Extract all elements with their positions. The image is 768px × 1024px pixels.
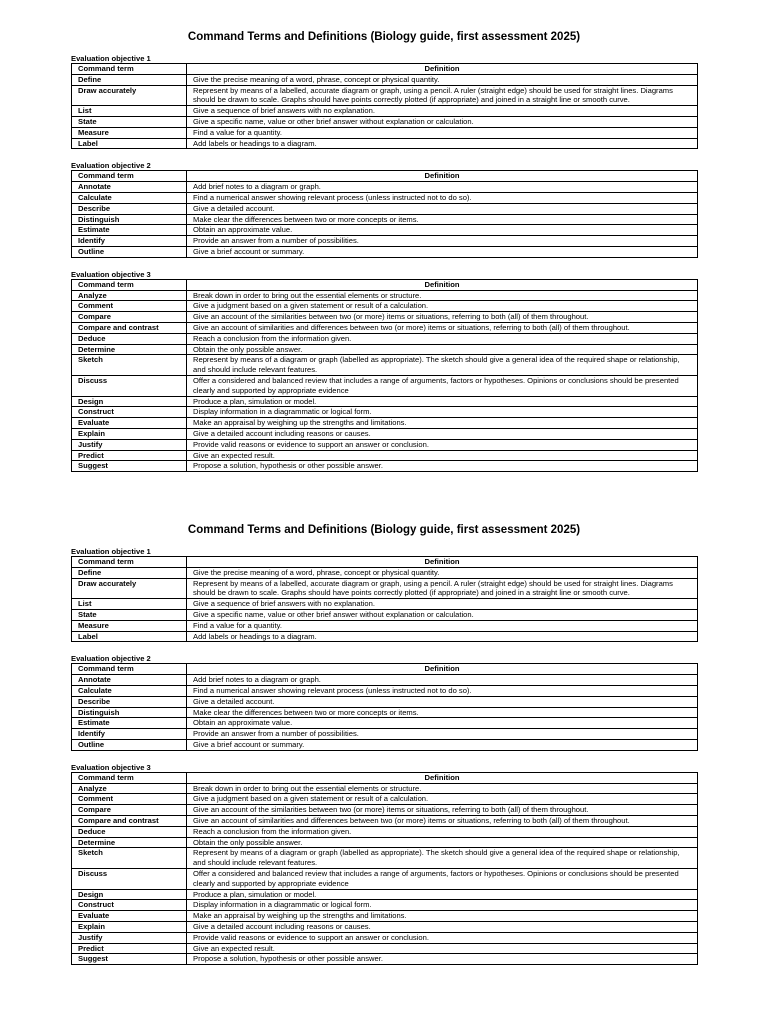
definition-cell: Give a detailed account including reasons or causes. bbox=[187, 428, 698, 439]
command-term-cell: Comment bbox=[72, 301, 187, 312]
definition-cell: Add labels or headings to a diagram. bbox=[187, 631, 698, 642]
table-header-row bbox=[72, 64, 698, 75]
command-term-cell: State bbox=[72, 116, 187, 127]
command-term-cell: Calculate bbox=[72, 685, 187, 696]
column-header-term: Command term bbox=[72, 171, 187, 182]
command-term-cell: Compare bbox=[72, 312, 187, 323]
command-term-cell: Distinguish bbox=[72, 214, 187, 225]
table-row bbox=[72, 461, 698, 472]
table-row bbox=[72, 675, 698, 686]
table-header-row bbox=[72, 171, 698, 182]
objective-label: Evaluation objective 2 bbox=[71, 161, 151, 171]
command-term-cell: Deduce bbox=[72, 826, 187, 837]
table-row bbox=[72, 837, 698, 848]
definition-cell: Add brief notes to a diagram or graph. bbox=[187, 675, 698, 686]
definition-cell: Give an account of the similarities between two (or more) items or situations, referring to both (all) of them throughout. bbox=[187, 312, 698, 323]
definition-cell: Produce a plan, simulation or model. bbox=[187, 889, 698, 900]
definition-cell: Give a brief account or summary. bbox=[187, 739, 698, 750]
command-term-cell: Justify bbox=[72, 439, 187, 450]
table-row bbox=[72, 739, 698, 750]
objective-section bbox=[71, 763, 697, 965]
table-row bbox=[72, 301, 698, 312]
definition-cell: Give an expected result. bbox=[187, 450, 698, 461]
table-header-row bbox=[72, 772, 698, 783]
command-term-cell: Construct bbox=[72, 900, 187, 911]
command-term-cell: Predict bbox=[72, 450, 187, 461]
table-row bbox=[72, 826, 698, 837]
command-term-cell: Deduce bbox=[72, 333, 187, 344]
table-row bbox=[72, 631, 698, 642]
table-row bbox=[72, 685, 698, 696]
table-row bbox=[72, 848, 698, 869]
definition-cell: Make an appraisal by weighing up the strengths and limitations. bbox=[187, 418, 698, 429]
table-header-row bbox=[72, 279, 698, 290]
table-row bbox=[72, 889, 698, 900]
table-header-row bbox=[72, 664, 698, 675]
definition-cell: Give the precise meaning of a word, phrase, concept or physical quantity. bbox=[187, 567, 698, 578]
definition-cell: Break down in order to bring out the essential elements or structure. bbox=[187, 290, 698, 301]
table-row bbox=[72, 138, 698, 149]
table-row bbox=[72, 322, 698, 333]
definition-cell: Provide valid reasons or evidence to support an answer or conclusion. bbox=[187, 932, 698, 943]
command-term-cell: Define bbox=[72, 74, 187, 85]
document-copy-2 bbox=[71, 523, 697, 977]
column-header-definition: Definition bbox=[187, 64, 698, 75]
table-row bbox=[72, 567, 698, 578]
command-terms-table bbox=[71, 63, 698, 149]
definition-cell: Give the precise meaning of a word, phrase, concept or physical quantity. bbox=[187, 74, 698, 85]
command-term-cell: Outline bbox=[72, 739, 187, 750]
definition-cell: Obtain an approximate value. bbox=[187, 718, 698, 729]
table-row bbox=[72, 815, 698, 826]
command-term-cell: Explain bbox=[72, 428, 187, 439]
command-term-cell: Evaluate bbox=[72, 911, 187, 922]
definition-cell: Reach a conclusion from the information given. bbox=[187, 826, 698, 837]
command-term-cell: Measure bbox=[72, 127, 187, 138]
command-term-cell: Identify bbox=[72, 236, 187, 247]
definition-cell: Give a detailed account including reasons or causes. bbox=[187, 921, 698, 932]
command-term-cell: Measure bbox=[72, 620, 187, 631]
command-term-cell: Justify bbox=[72, 932, 187, 943]
command-term-cell: Comment bbox=[72, 794, 187, 805]
column-header-term: Command term bbox=[72, 772, 187, 783]
table-row bbox=[72, 921, 698, 932]
table-row bbox=[72, 225, 698, 236]
definition-cell: Represent by means of a diagram or graph (labelled as appropriate). The sketch should give a general idea of the required shape or relationship, and should include relevant features. bbox=[187, 848, 698, 869]
command-term-cell: State bbox=[72, 609, 187, 620]
table-row bbox=[72, 729, 698, 740]
definition-cell: Give a sequence of brief answers with no explanation. bbox=[187, 106, 698, 117]
table-row bbox=[72, 696, 698, 707]
command-terms-table bbox=[71, 772, 698, 965]
command-term-cell: Distinguish bbox=[72, 707, 187, 718]
table-row bbox=[72, 375, 698, 396]
definition-cell: Propose a solution, hypothesis or other possible answer. bbox=[187, 461, 698, 472]
table-row bbox=[72, 707, 698, 718]
command-term-cell: Identify bbox=[72, 729, 187, 740]
table-row bbox=[72, 192, 698, 203]
command-term-cell: Suggest bbox=[72, 461, 187, 472]
command-term-cell: Label bbox=[72, 138, 187, 149]
table-row bbox=[72, 344, 698, 355]
definition-cell: Give a judgment based on a given statement or result of a calculation. bbox=[187, 794, 698, 805]
definition-cell: Offer a considered and balanced review that includes a range of arguments, factors or hypotheses. Opinions or conclusions should be presented clearly and supported by appropriate evidence bbox=[187, 868, 698, 889]
table-row bbox=[72, 236, 698, 247]
command-terms-table bbox=[71, 663, 698, 750]
objective-label: Evaluation objective 1 bbox=[71, 54, 151, 63]
table-row bbox=[72, 355, 698, 376]
table-row bbox=[72, 203, 698, 214]
command-terms-table bbox=[71, 556, 698, 642]
command-terms-table bbox=[71, 279, 698, 472]
table-row bbox=[72, 246, 698, 257]
definition-cell: Represent by means of a labelled, accurate diagram or graph, using a pencil. A ruler (straight edge) should be used for straight lines. Diagrams should be drawn to scale. Graphs should have points correctly plotted (if appropriate) and joined in a straight line or smooth curve. bbox=[187, 85, 698, 106]
table-row bbox=[72, 718, 698, 729]
definition-cell: Represent by means of a labelled, accurate diagram or graph, using a pencil. A ruler (straight edge) should be used for straight lines. Diagrams should be drawn to scale. Graphs should have points correctly plotted (if appropriate) and joined in a straight line or smooth curve. bbox=[187, 578, 698, 599]
table-row bbox=[72, 868, 698, 889]
table-row bbox=[72, 106, 698, 117]
command-term-cell: Compare and contrast bbox=[72, 815, 187, 826]
objective-sections bbox=[71, 54, 697, 472]
document-title: Command Terms and Definitions (Biology guide, first assessment 2025) bbox=[187, 524, 581, 536]
column-header-term: Command term bbox=[72, 664, 187, 675]
table-row bbox=[72, 407, 698, 418]
definition-cell: Give a brief account or summary. bbox=[187, 246, 698, 257]
definition-cell: Find a value for a quantity. bbox=[187, 127, 698, 138]
command-term-cell: Design bbox=[72, 396, 187, 407]
command-term-cell: Determine bbox=[72, 344, 187, 355]
command-term-cell: Analyze bbox=[72, 290, 187, 301]
column-header-term: Command term bbox=[72, 64, 187, 75]
command-term-cell: Sketch bbox=[72, 848, 187, 869]
definition-cell: Obtain an approximate value. bbox=[187, 225, 698, 236]
definition-cell: Provide an answer from a number of possibilities. bbox=[187, 729, 698, 740]
table-row bbox=[72, 214, 698, 225]
objective-section bbox=[71, 54, 697, 149]
objective-label: Evaluation objective 1 bbox=[71, 547, 151, 556]
definition-cell: Find a value for a quantity. bbox=[187, 620, 698, 631]
command-term-cell: Draw accurately bbox=[72, 578, 187, 599]
definition-cell: Give a judgment based on a given statement or result of a calculation. bbox=[187, 301, 698, 312]
command-term-cell: Explain bbox=[72, 921, 187, 932]
table-row bbox=[72, 85, 698, 106]
objective-section bbox=[71, 161, 697, 257]
definition-cell: Make clear the differences between two or more concepts or items. bbox=[187, 707, 698, 718]
objective-label: Evaluation objective 3 bbox=[71, 762, 151, 772]
table-row bbox=[72, 127, 698, 138]
definition-cell: Break down in order to bring out the essential elements or structure. bbox=[187, 783, 698, 794]
column-header-definition: Definition bbox=[187, 557, 698, 568]
objective-label: Evaluation objective 2 bbox=[71, 654, 151, 664]
definition-cell: Give a detailed account. bbox=[187, 696, 698, 707]
definition-cell: Give an expected result. bbox=[187, 943, 698, 954]
definition-cell: Produce a plan, simulation or model. bbox=[187, 396, 698, 407]
command-term-cell: Describe bbox=[72, 696, 187, 707]
table-row bbox=[72, 439, 698, 450]
command-term-cell: Sketch bbox=[72, 355, 187, 376]
definition-cell: Make an appraisal by weighing up the strengths and limitations. bbox=[187, 911, 698, 922]
table-header-row bbox=[72, 557, 698, 568]
table-row bbox=[72, 911, 698, 922]
table-row bbox=[72, 312, 698, 323]
table-row bbox=[72, 805, 698, 816]
definition-cell: Give a specific name, value or other brief answer without explanation or calculation. bbox=[187, 609, 698, 620]
definition-cell: Give an account of the similarities between two (or more) items or situations, referring to both (all) of them throughout. bbox=[187, 805, 698, 816]
command-term-cell: Design bbox=[72, 889, 187, 900]
definition-cell: Reach a conclusion from the information given. bbox=[187, 333, 698, 344]
command-term-cell: Define bbox=[72, 567, 187, 578]
table-row bbox=[72, 794, 698, 805]
command-term-cell: Evaluate bbox=[72, 418, 187, 429]
column-header-definition: Definition bbox=[187, 772, 698, 783]
objective-section bbox=[71, 654, 697, 750]
command-term-cell: Construct bbox=[72, 407, 187, 418]
table-row bbox=[72, 116, 698, 127]
column-header-term: Command term bbox=[72, 557, 187, 568]
definition-cell: Add labels or headings to a diagram. bbox=[187, 138, 698, 149]
definition-cell: Provide an answer from a number of possibilities. bbox=[187, 236, 698, 247]
definition-cell: Obtain the only possible answer. bbox=[187, 344, 698, 355]
objective-label: Evaluation objective 3 bbox=[71, 269, 151, 279]
definition-cell: Provide valid reasons or evidence to support an answer or conclusion. bbox=[187, 439, 698, 450]
command-term-cell: Calculate bbox=[72, 192, 187, 203]
command-term-cell: Predict bbox=[72, 943, 187, 954]
command-terms-table bbox=[71, 170, 698, 257]
definition-cell: Represent by means of a diagram or graph (labelled as appropriate). The sketch should give a general idea of the required shape or relationship, and should include relevant features. bbox=[187, 355, 698, 376]
command-term-cell: Annotate bbox=[72, 182, 187, 193]
definition-cell: Give an account of similarities and differences between two (or more) items or situations, referring to both (all) of them throughout. bbox=[187, 322, 698, 333]
command-term-cell: Estimate bbox=[72, 225, 187, 236]
objective-section bbox=[71, 547, 697, 642]
table-row bbox=[72, 609, 698, 620]
command-term-cell: Determine bbox=[72, 837, 187, 848]
table-row bbox=[72, 783, 698, 794]
column-header-definition: Definition bbox=[187, 664, 698, 675]
table-row bbox=[72, 396, 698, 407]
command-term-cell: Outline bbox=[72, 246, 187, 257]
table-row bbox=[72, 418, 698, 429]
command-term-cell: List bbox=[72, 106, 187, 117]
table-row bbox=[72, 450, 698, 461]
objective-sections bbox=[71, 547, 697, 965]
command-term-cell: Estimate bbox=[72, 718, 187, 729]
command-term-cell: Compare and contrast bbox=[72, 322, 187, 333]
definition-cell: Give a sequence of brief answers with no explanation. bbox=[187, 599, 698, 610]
command-term-cell: Label bbox=[72, 631, 187, 642]
definition-cell: Display information in a diagrammatic or logical form. bbox=[187, 900, 698, 911]
table-row bbox=[72, 290, 698, 301]
definition-cell: Find a numerical answer showing relevant process (unless instructed not to do so). bbox=[187, 685, 698, 696]
table-row bbox=[72, 74, 698, 85]
definition-cell: Obtain the only possible answer. bbox=[187, 837, 698, 848]
table-row bbox=[72, 333, 698, 344]
table-row bbox=[72, 599, 698, 610]
definition-cell: Make clear the differences between two or more concepts or items. bbox=[187, 214, 698, 225]
table-row bbox=[72, 578, 698, 599]
definition-cell: Offer a considered and balanced review that includes a range of arguments, factors or hypotheses. Opinions or conclusions should be presented clearly and supported by appropriate evidence bbox=[187, 375, 698, 396]
document-title: Command Terms and Definitions (Biology guide, first assessment 2025) bbox=[187, 31, 581, 43]
document-copy-1 bbox=[71, 30, 697, 484]
table-row bbox=[72, 620, 698, 631]
definition-cell: Propose a solution, hypothesis or other possible answer. bbox=[187, 954, 698, 965]
command-term-cell: Annotate bbox=[72, 675, 187, 686]
command-term-cell: Analyze bbox=[72, 783, 187, 794]
command-term-cell: List bbox=[72, 599, 187, 610]
column-header-definition: Definition bbox=[187, 171, 698, 182]
command-term-cell: Compare bbox=[72, 805, 187, 816]
table-row bbox=[72, 900, 698, 911]
objective-section bbox=[71, 270, 697, 472]
definition-cell: Add brief notes to a diagram or graph. bbox=[187, 182, 698, 193]
command-term-cell: Describe bbox=[72, 203, 187, 214]
definition-cell: Give a detailed account. bbox=[187, 203, 698, 214]
table-row bbox=[72, 428, 698, 439]
command-term-cell: Discuss bbox=[72, 868, 187, 889]
command-term-cell: Discuss bbox=[72, 375, 187, 396]
command-term-cell: Draw accurately bbox=[72, 85, 187, 106]
table-row bbox=[72, 954, 698, 965]
definition-cell: Give a specific name, value or other brief answer without explanation or calculation. bbox=[187, 116, 698, 127]
definition-cell: Give an account of similarities and differences between two (or more) items or situations, referring to both (all) of them throughout. bbox=[187, 815, 698, 826]
table-row bbox=[72, 932, 698, 943]
definition-cell: Display information in a diagrammatic or logical form. bbox=[187, 407, 698, 418]
table-row bbox=[72, 943, 698, 954]
table-row bbox=[72, 182, 698, 193]
definition-cell: Find a numerical answer showing relevant process (unless instructed not to do so). bbox=[187, 192, 698, 203]
column-header-definition: Definition bbox=[187, 279, 698, 290]
column-header-term: Command term bbox=[72, 279, 187, 290]
command-term-cell: Suggest bbox=[72, 954, 187, 965]
